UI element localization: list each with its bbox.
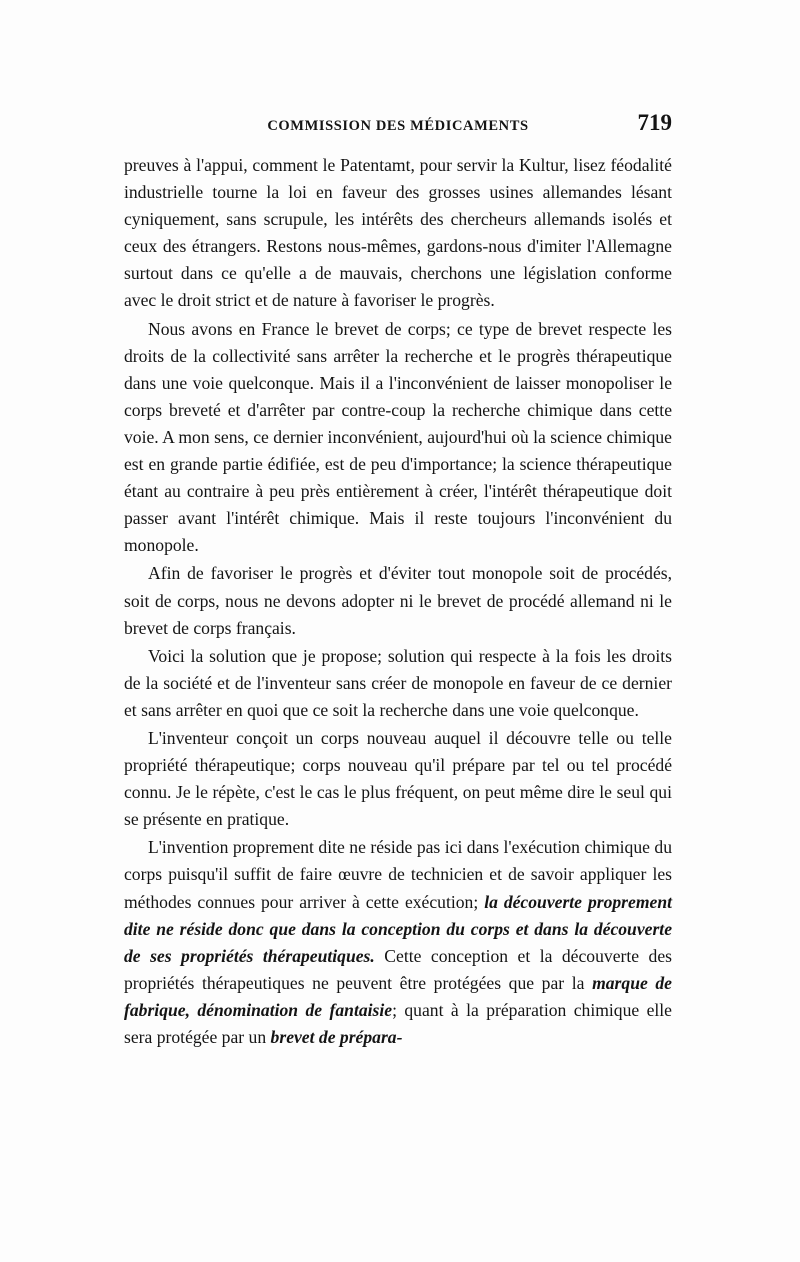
paragraph-3: Afin de favoriser le progrès et d'éviter tout monopole soit de procédés, soit de corps, nous ne devons adopter ni le brevet de procédé allemand ni le brevet de corps français.	[124, 563, 672, 638]
paragraph-6	[124, 834, 672, 1051]
paragraph-6-text-after: ; quant à la préparation chimique elle sera protégée par un	[124, 999, 672, 1047]
paragraph-6-emphasis-2: marque de fabrique, dénomination de fantaisie	[124, 972, 672, 1020]
paragraph-1: preuves à l'appui, comment le Patentamt, pour servir la Kultur, lisez féodalité industrielle tourne la loi en faveur des grosses usines allemandes lésant cyniquement, sans scrupule, les intérêts des chercheurs allemands isolés et ceux des étrangers. Restons nous-mêmes, gardons-nous d'imiter l'Allemagne surtout dans ce qu'elle a de mauvais, cherchons une législation conforme avec le droit strict et de nature à favoriser le progrès.	[124, 155, 672, 311]
paragraph-6-emphasis-3: brevet de prépara-	[270, 1027, 403, 1047]
paragraph-2: Nous avons en France le brevet de corps; ce type de brevet respecte les droits de la collectivité sans arrêter la recherche et le progrès thérapeutique dans une voie quelconque. Mais il a l'inconvénient de laisser monopoliser le corps breveté et d'arrêter par contre-coup la recherche chimique dans cette voie. A mon sens, ce dernier inconvénient, aujourd'hui où la science chimique est en grande partie édifiée, est de peu d'importance; la science thérapeutique étant au contraire à peu près entièrement à créer, l'intérêt thérapeutique doit passer avant l'intérêt chimique. Mais il reste toujours l'inconvénient du monopole.	[124, 318, 672, 556]
paragraph-6-emphasis-1: la découverte proprement dite ne réside donc que dans la conception du corps et dans la découverte de ses propriétés thérapeutiques.	[124, 891, 672, 966]
running-title: COMMISSION DES MÉDICAMENTS	[267, 118, 529, 134]
running-header	[124, 108, 672, 144]
paragraph-5: L'inventeur conçoit un corps nouveau auquel il découvre telle ou telle propriété thérapeutique; corps nouveau qu'il prépare par tel ou tel procédé connu. Je le répète, c'est le cas le plus fréquent, on peut même dire le seul qui se présente en pratique.	[124, 727, 672, 830]
body-text	[124, 152, 672, 1052]
paragraph-6-text-before: L'invention proprement dite ne réside pas ici dans l'exécution chimique du corps puisqu'il suffit de faire œuvre de technicien et de savoir appliquer les méthodes connues pour arriver à cette exécution;	[124, 837, 672, 912]
paragraph-4: Voici la solution que je propose; solution qui respecte à la fois les droits de la société et de l'inventeur sans créer de monopole en faveur de ce dernier et sans arrêter en quoi que ce soit la recherche dans une voie quelconque.	[124, 645, 672, 720]
page-number: 719	[637, 110, 672, 135]
paragraph-6-text-middle: Cette conception et la découverte des propriétés thérapeutiques ne peuvent être protégées que par la	[124, 945, 672, 993]
